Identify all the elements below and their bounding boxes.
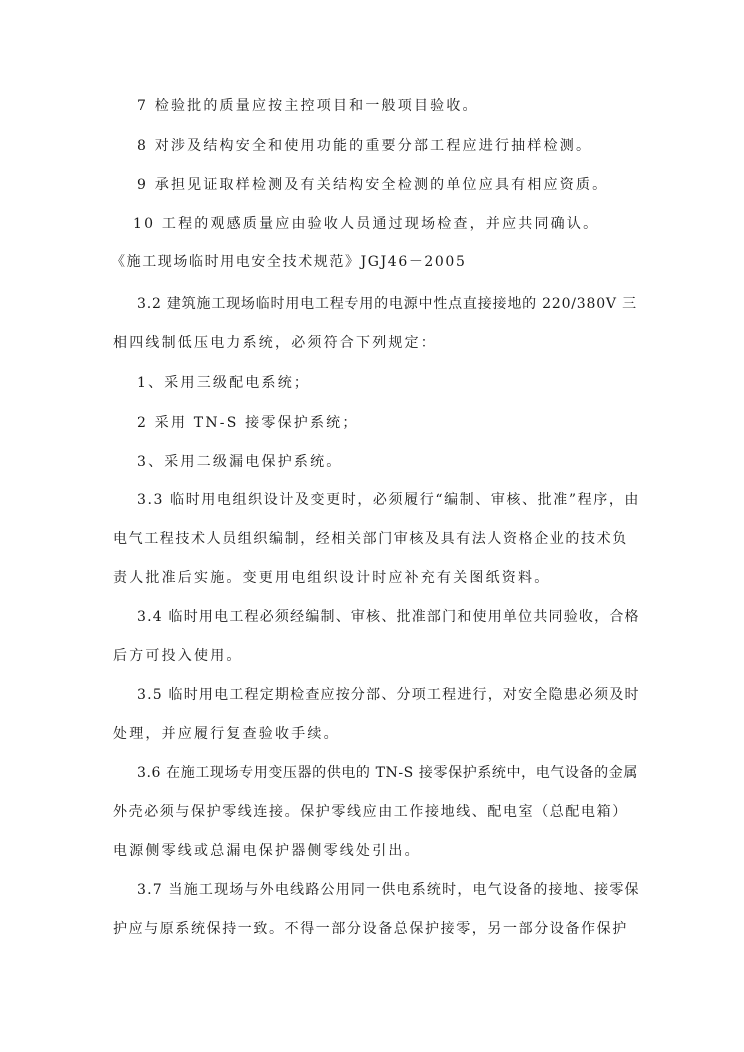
text-line: 10 工程的观感质量应由验收人员通过现场检查，并应共同确认。 [133, 216, 600, 232]
text-line: 处理，并应履行复查验收手续。 [113, 726, 340, 742]
text-line: 3.2 建筑施工现场临时用电工程专用的电源中性点直接接地的 220/380V 三 [137, 296, 637, 312]
text-line: 3.6 在施工现场专用变压器的供电的 TN-S 接零保护系统中，电气设备的金属 [137, 765, 638, 781]
text-line: 8 对涉及结构安全和使用功能的重要分部工程应进行抽样检测。 [137, 138, 593, 154]
text-line: 外壳必须与保护零线连接。保护零线应由工作接地线、配电室（总配电箱） [113, 804, 628, 820]
text-line: 电源侧零线或总漏电保护器侧零线处引出。 [113, 843, 421, 859]
section-title: 《施工现场临时用电安全技术规范》JGJ46－2005 [111, 254, 467, 270]
text-line: 电气工程技术人员组织编制，经相关部门审核及具有法人资格企业的技术负 [113, 531, 628, 547]
text-line: 3.4 临时用电工程必须经编制、审核、批准部门和使用单位共同验收，合格 [137, 609, 640, 625]
text-line: 7 检验批的质量应按主控项目和一般项目验收。 [137, 98, 479, 114]
list-item: 3、采用二级漏电保护系统。 [137, 454, 343, 470]
text-line: 相四线制低压电力系统，必须符合下列规定： [113, 335, 437, 351]
text-line: 3.5 临时用电工程定期检查应按分部、分项工程进行，对安全隐患必须及时 [137, 687, 640, 703]
list-item: 2 采用 TN-S 接零保护系统； [137, 415, 359, 431]
text-line: 3.7 当施工现场与外电线路公用同一供电系统时，电气设备的接地、接零保 [137, 882, 640, 898]
text-line: 9 承担见证取样检测及有关结构安全检测的单位应具有相应资质。 [137, 177, 609, 193]
text-line: 后方可投入使用。 [113, 648, 243, 664]
list-item: 1、采用三级配电系统； [137, 375, 311, 391]
text-line: 责人批准后实施。变更用电组织设计时应补充有关图纸资料。 [113, 570, 551, 586]
text-line: 护应与原系统保持一致。不得一部分设备总保护接零，另一部分设备作保护 [113, 921, 628, 937]
text-line: 3.3 临时用电组织设计及变更时，必须履行“编制、审核、批准”程序，由 [137, 492, 641, 508]
